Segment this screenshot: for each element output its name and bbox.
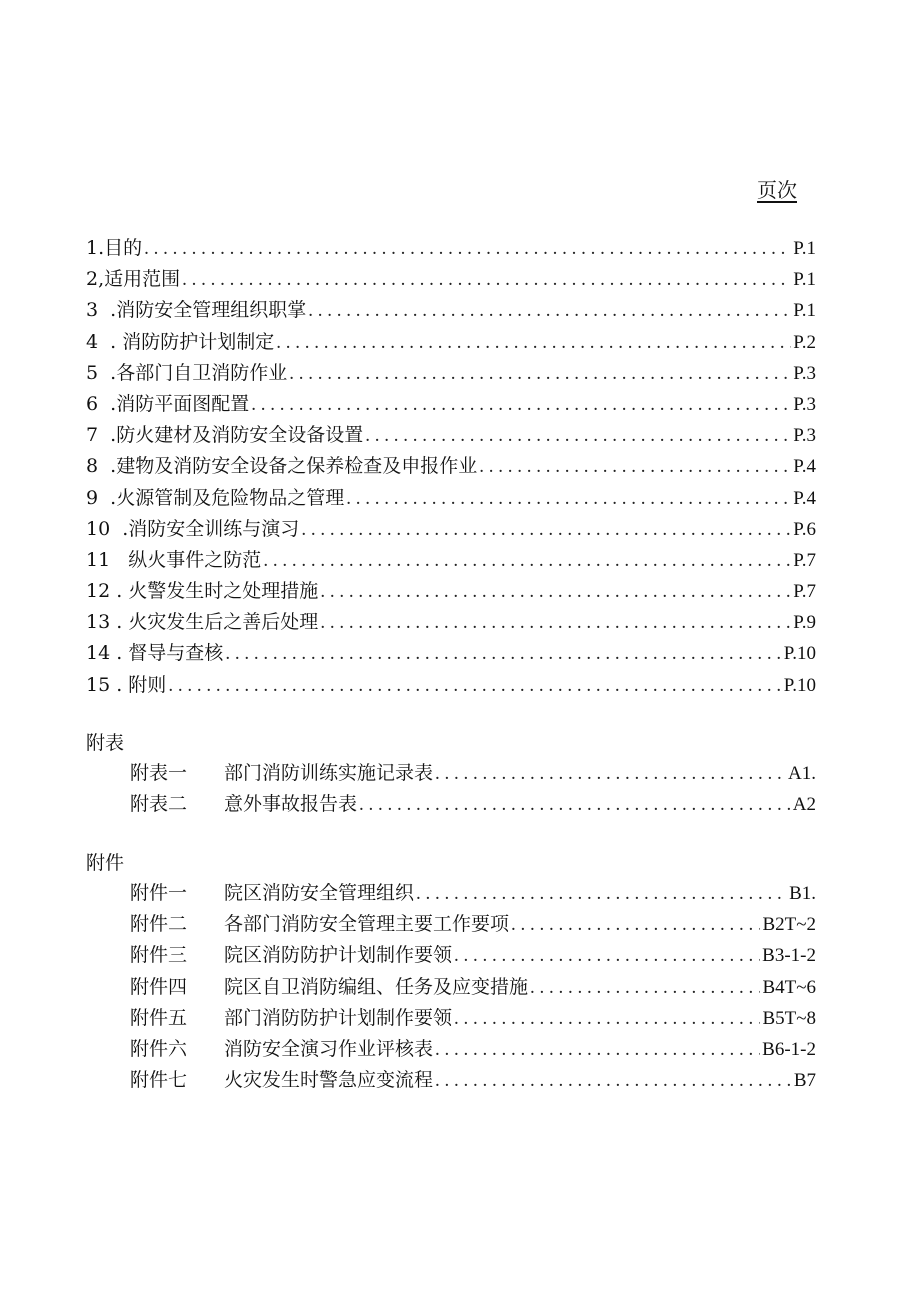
- toc-entry-page: P.9: [793, 612, 816, 634]
- entry-page: B7: [793, 1070, 816, 1092]
- entry-page: B5T~8: [762, 1007, 816, 1029]
- toc-entry-number: 11: [86, 548, 129, 571]
- toc-entry-title: .各部门自卫消防作业: [110, 361, 288, 384]
- entry-title: 部门消防训练实施记录表: [224, 762, 434, 784]
- toc-entry-title: .消防安全管理组织职掌: [110, 299, 307, 322]
- entry-page: B6-1-2: [762, 1038, 816, 1060]
- toc-entry[interactable]: [86, 670, 816, 701]
- toc-entry[interactable]: [86, 420, 816, 451]
- toc-entry-title: 目的: [104, 237, 143, 259]
- dot-leader: [365, 420, 791, 451]
- toc-entry-page: P.6: [793, 518, 816, 540]
- entry-title: 院区自卫消防编组、任务及应变措施: [224, 975, 529, 998]
- toc-entry-page: P.1: [793, 238, 816, 259]
- toc-entry-number: 12: [86, 580, 117, 603]
- dot-leader: [416, 878, 787, 909]
- toc-entry-page: P.1: [793, 269, 816, 291]
- toc-entry-number: 8: [86, 455, 111, 478]
- toc-entry-number: 7: [86, 424, 111, 447]
- toc-entry-page: P.10: [783, 674, 816, 696]
- attachment-entry[interactable]: [130, 878, 816, 909]
- dot-leader: [289, 358, 791, 389]
- toc-entry[interactable]: [86, 607, 816, 638]
- entry-title: 消防安全演习作业评核表: [224, 1037, 434, 1060]
- toc-entry-page: P.10: [783, 643, 816, 665]
- toc-entry-page: P.7: [793, 581, 816, 603]
- dot-leader: [346, 483, 791, 514]
- dot-leader: [320, 607, 791, 638]
- toc-entry-page: P.3: [793, 393, 816, 415]
- entry-title: 部门消防防护计划制作要领: [224, 1006, 453, 1029]
- dot-leader: [435, 1034, 760, 1065]
- toc-entry[interactable]: [86, 233, 816, 264]
- entry-code: 附表一: [130, 762, 188, 784]
- toc-entry-title: 适用范围: [104, 268, 181, 291]
- toc-entry-title: 纵火事件之防范: [128, 548, 262, 571]
- entry-title: 各部门消防安全管理主要工作要项: [224, 913, 510, 936]
- toc-entry-page: P.7: [793, 549, 816, 571]
- attachment-entry[interactable]: [130, 940, 816, 971]
- dot-leader: [225, 638, 781, 669]
- toc-entry-title: .消防平面图配置: [110, 392, 250, 415]
- attachment-entry[interactable]: [130, 909, 816, 940]
- dot-leader: [144, 233, 791, 264]
- entry-code: 附件七: [130, 1069, 188, 1092]
- tables-heading: 附表: [86, 732, 125, 754]
- toc-entry-title: .防火建材及消防安全设备设置: [110, 424, 364, 447]
- toc-entry-page: P.3: [793, 362, 816, 384]
- dot-leader: [308, 295, 791, 326]
- entry-code: 附件四: [130, 975, 188, 998]
- dot-leader: [454, 1003, 760, 1034]
- entry-title: 院区消防安全管理组织: [224, 882, 415, 904]
- attachment-entry[interactable]: [130, 1065, 816, 1096]
- entry-page: B1.: [789, 883, 816, 904]
- dot-leader: [251, 389, 791, 420]
- toc-entry[interactable]: [86, 295, 816, 326]
- dot-leader: [511, 909, 760, 940]
- entry-code: 附件五: [130, 1006, 188, 1029]
- attachment-entry[interactable]: [130, 1034, 816, 1065]
- toc-entry-page: P.2: [793, 331, 816, 353]
- toc-entry[interactable]: [86, 483, 816, 514]
- table-entry[interactable]: [130, 758, 816, 789]
- toc-entry-number: 6: [86, 392, 111, 415]
- dot-leader: [263, 545, 791, 576]
- dot-leader: [454, 940, 760, 971]
- toc-entry-page: P.4: [793, 456, 816, 478]
- toc-entry-title: . 火灾发生后之善后处理: [116, 611, 319, 634]
- attachments-heading: 附件: [86, 852, 125, 874]
- toc-entry[interactable]: [86, 264, 816, 295]
- entry-code: 附件三: [130, 944, 188, 967]
- toc-entry[interactable]: [86, 514, 816, 545]
- toc-entry-number: 9: [86, 486, 111, 509]
- attachment-entry[interactable]: [130, 972, 816, 1003]
- entry-code: 附件一: [130, 882, 188, 904]
- toc-entry-title: .火源管制及危险物品之管理: [110, 486, 345, 509]
- dot-leader: [435, 1065, 792, 1096]
- entry-code: 附件六: [130, 1037, 188, 1060]
- toc-entry-page: P.1: [793, 300, 816, 322]
- dot-leader: [435, 758, 786, 789]
- attachment-entry[interactable]: [130, 1003, 816, 1034]
- toc-entry[interactable]: [86, 451, 816, 482]
- toc-entry-title: .建物及消防安全设备之保养检查及申报作业: [110, 455, 478, 478]
- entry-title: 火灾发生时警急应变流程: [224, 1069, 434, 1092]
- table-entry[interactable]: [130, 789, 816, 820]
- dot-leader: [359, 789, 791, 820]
- dot-leader: [168, 670, 781, 701]
- tables-list: [130, 758, 816, 820]
- toc-entry-number: 5: [86, 361, 111, 384]
- toc-entry-page: P.3: [793, 425, 816, 447]
- toc-entry-number: 3: [86, 299, 111, 322]
- entry-page: A2: [792, 794, 816, 816]
- toc-entry-title: . 督导与查核: [116, 642, 224, 665]
- toc-entry[interactable]: [86, 327, 816, 358]
- toc-entry[interactable]: [86, 389, 816, 420]
- entry-page: A1.: [788, 763, 816, 784]
- entry-title: 意外事故报告表: [224, 793, 358, 816]
- toc-entry[interactable]: [86, 358, 816, 389]
- toc-entry-number: 14: [86, 642, 117, 665]
- table-of-contents: [86, 233, 816, 701]
- attachments-list: [130, 878, 816, 1096]
- dot-leader: [320, 576, 791, 607]
- entry-page: B3-1-2: [762, 945, 816, 967]
- toc-entry-page: P.4: [793, 487, 816, 509]
- entry-page: B2T~2: [762, 914, 816, 936]
- page-column-label: 页次: [757, 178, 797, 202]
- dot-leader: [276, 327, 791, 358]
- toc-entry-number: 10: [86, 517, 123, 540]
- toc-entry[interactable]: [86, 638, 816, 669]
- dot-leader: [530, 972, 760, 1003]
- toc-entry-number: 13: [86, 611, 117, 634]
- toc-entry[interactable]: [86, 545, 816, 576]
- dot-leader: [479, 451, 791, 482]
- entry-title: 院区消防防护计划制作要领: [224, 944, 453, 967]
- toc-entry-title: .消防安全训练与演习: [122, 517, 300, 540]
- toc-entry-title: . 附则: [116, 673, 167, 696]
- toc-entry[interactable]: [86, 576, 816, 607]
- toc-entry-number: 15: [86, 673, 117, 696]
- entry-code: 附件二: [130, 913, 188, 936]
- toc-entry-title: . 消防防护计划制定: [110, 330, 275, 353]
- toc-entry-title: . 火警发生时之处理措施: [116, 580, 319, 603]
- entry-page: B4T~6: [762, 976, 816, 998]
- dot-leader: [301, 514, 791, 545]
- entry-code: 附表二: [130, 793, 188, 816]
- toc-entry-number: 1.: [86, 237, 105, 259]
- toc-entry-number: 2,: [86, 268, 105, 291]
- toc-entry-number: 4: [86, 330, 111, 353]
- dot-leader: [182, 264, 791, 295]
